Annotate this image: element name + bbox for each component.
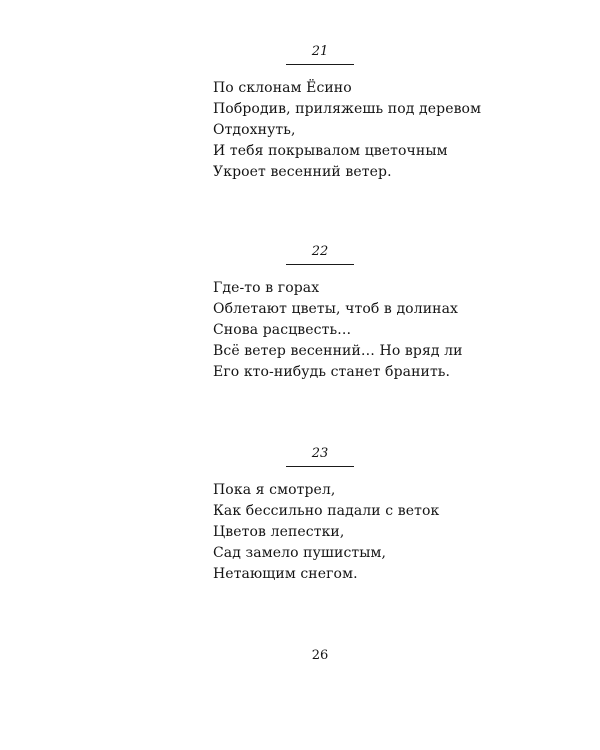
poem-stanza (213, 278, 463, 383)
poem-line: Нетающим снегом. (213, 566, 358, 582)
poem-line: Как бессильно падали с веток (213, 503, 440, 519)
poem-line: Цветов лепестки, (213, 524, 345, 540)
poem-line: Сад замело пушистым, (213, 545, 387, 561)
poem-line: Где-то в горах (213, 280, 320, 296)
poem-stanza (213, 78, 481, 183)
poem-line: Всё ветер весенний… Но вряд ли (213, 343, 463, 359)
poem-number-rule (286, 466, 354, 467)
poem-line: Пока я смотрел, (213, 482, 336, 498)
poem-stanza (213, 480, 439, 585)
poem-line: Побродив, приляжешь под деревом (213, 101, 482, 117)
poem-number-rule (286, 264, 354, 265)
poem-number-rule (286, 64, 354, 65)
poem-line: Снова расцвесть… (213, 322, 352, 338)
page-number: 26 (311, 648, 329, 663)
poem-line: Его кто-нибудь станет бранить. (213, 364, 451, 380)
poem-number: 21 (311, 44, 329, 59)
poem-line: Укроет весенний ветер. (213, 164, 392, 180)
poem-line: И тебя покрывалом цветочным (213, 143, 448, 159)
poem-line: Облетают цветы, чтоб в долинах (213, 301, 459, 317)
poem-number: 22 (311, 244, 329, 259)
poem-line: Отдохнуть, (213, 122, 296, 138)
poem-number: 23 (311, 446, 329, 461)
poem-line: По склонам Ёсино (213, 80, 352, 96)
